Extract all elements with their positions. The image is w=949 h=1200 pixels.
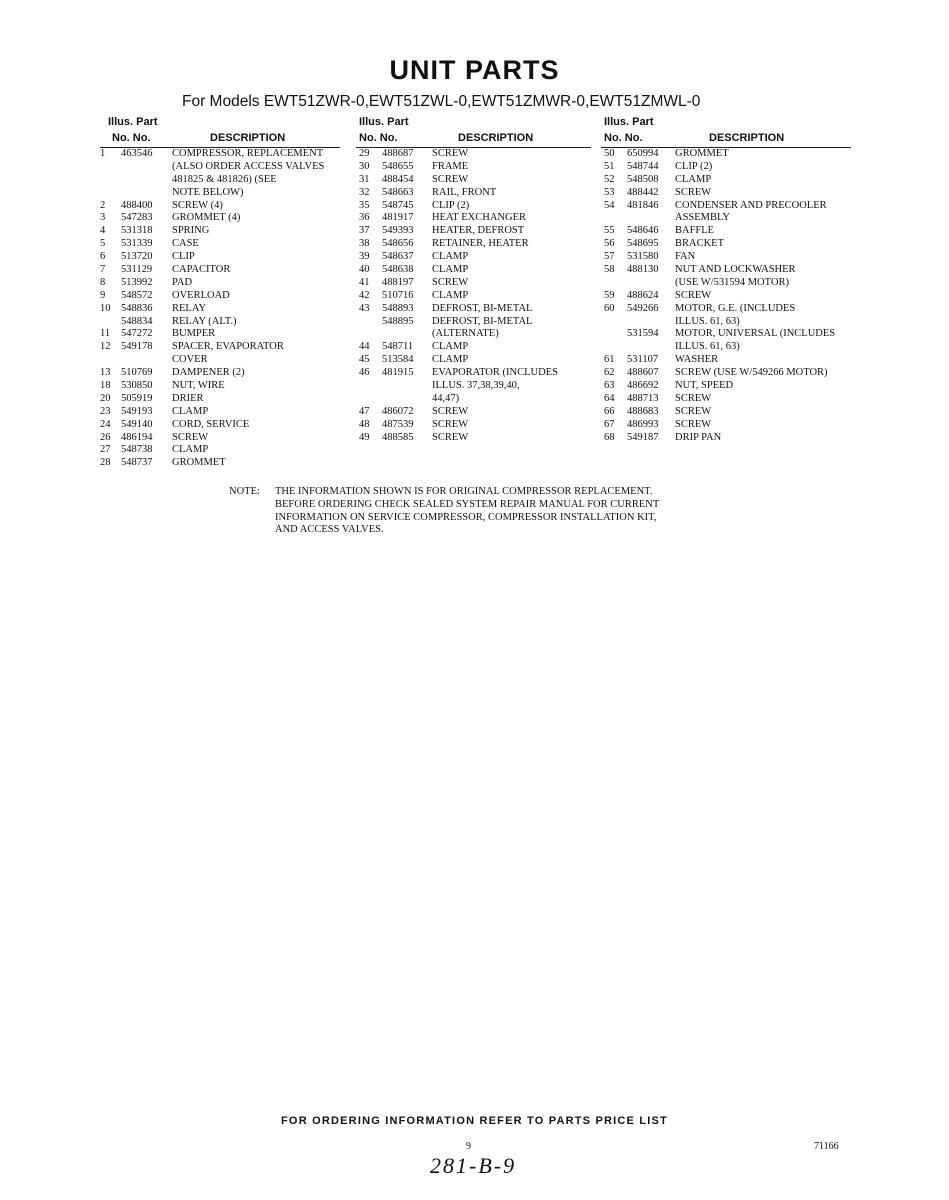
parts-row [601,354,851,367]
part-description: CLAMP [432,264,469,276]
illus-number: 67 [604,418,615,430]
illus-number: 42 [359,289,370,301]
part-number: 548745 [382,199,414,211]
illus-number: 3 [100,212,106,224]
part-description: PAD [172,276,193,288]
parts-row [356,406,591,419]
parts-row [601,316,851,329]
part-number: 548572 [121,289,153,301]
illus-number: 51 [604,160,615,172]
parts-row [356,187,591,200]
illus-number: 57 [604,251,615,263]
illus-number: 2 [100,199,106,211]
part-number: 549393 [382,225,414,237]
parts-row [100,328,340,341]
part-number: 481915 [382,367,414,379]
part-number: 481846 [627,199,659,211]
illus-number: 4 [100,225,106,237]
part-number: 488683 [627,405,659,417]
parts-row [601,419,851,432]
parts-row [100,161,340,174]
document-number: 71166 [814,1141,839,1152]
part-description: CLIP (2) [432,199,470,211]
note-line: INFORMATION ON SERVICE COMPRESSOR, COMPRESSOR INSTALLATION KIT, [275,511,657,523]
illus-number: 39 [359,251,370,263]
illus-number: 31 [359,173,370,185]
part-number: 548836 [121,302,153,314]
illus-number: 10 [100,302,111,314]
parts-row [100,148,340,161]
illus-number: 27 [100,444,111,456]
part-description: MOTOR, G.E. (INCLUDES [675,302,796,314]
part-number: 488400 [121,199,153,211]
part-description: CORD, SERVICE [172,418,250,430]
part-description: SCREW [432,431,469,443]
parts-row [100,225,340,238]
part-number: 549187 [627,431,659,443]
part-number: 488585 [382,431,414,443]
header-illus-part: Illus. Part [359,116,409,128]
ordering-footer: FOR ORDERING INFORMATION REFER TO PARTS PRICE LIST [281,1115,668,1127]
part-description: SCREW [675,392,712,404]
illus-number: 8 [100,276,106,288]
parts-row [356,200,591,213]
part-description: GROMMET [172,457,226,469]
note-line: THE INFORMATION SHOWN IS FOR ORIGINAL COMPRESSOR REPLACEMENT. [275,486,653,497]
illus-number: 23 [100,405,111,417]
parts-row [601,380,851,393]
parts-row [356,432,591,445]
part-description: SCREW [675,405,712,417]
page-title: UNIT PARTS [389,55,560,85]
part-description: DAMPENER (2) [172,367,245,379]
part-description: CLAMP [432,354,469,366]
part-number: 548834 [121,315,153,327]
parts-row [601,328,851,341]
parts-row [356,419,591,432]
part-description: 44,47) [432,392,460,404]
part-number: 549178 [121,341,153,353]
part-number: 488442 [627,186,659,198]
parts-row [100,457,340,470]
part-description: DRIP PAN [675,431,722,443]
illus-number: 6 [100,251,106,263]
part-description: ASSEMBLY [675,212,730,224]
illus-number: 28 [100,457,111,469]
illus-number: 61 [604,354,615,366]
illus-number: 13 [100,367,111,379]
part-description: CLAMP [432,341,469,353]
part-description: DEFROST, BI-METAL [432,315,533,327]
part-description: SCREW [172,431,209,443]
part-description: SCREW (USE W/549266 MOTOR) [675,367,828,379]
header-no-no: No. No. [112,132,151,144]
part-number: 487539 [382,418,414,430]
parts-row [356,212,591,225]
part-number: 548695 [627,238,659,250]
parts-row [356,174,591,187]
parts-row [601,290,851,303]
part-description: MOTOR, UNIVERSAL (INCLUDES [675,328,836,340]
part-number: 548744 [627,160,659,172]
part-number: 548711 [382,341,414,353]
part-description: RELAY (ALT.) [172,315,237,327]
parts-row [356,328,591,341]
part-description: (ALTERNATE) [432,328,499,340]
part-description: ILLUS. 37,38,39,40, [432,380,520,392]
part-description: COMPRESSOR, REPLACEMENT [172,148,324,159]
illus-number: 68 [604,431,615,443]
parts-row [356,303,591,316]
parts-row [100,290,340,303]
part-number: 510716 [382,289,414,301]
illus-number: 59 [604,289,615,301]
header-illus-part: Illus. Part [108,116,158,128]
illus-number: 46 [359,367,370,379]
part-description: SCREW [432,173,469,185]
part-number: 488197 [382,276,414,288]
part-description: CLAMP [172,405,209,417]
part-description: NOTE BELOW) [172,186,244,198]
parts-row [601,161,851,174]
parts-row [356,341,591,354]
parts-row [356,148,591,161]
illus-number: 41 [359,276,370,288]
part-number: 549140 [121,418,153,430]
part-description: ILLUS. 61, 63) [675,341,740,353]
part-description: CAPACITOR [172,264,231,276]
part-number: 531580 [627,251,659,263]
parts-row [601,148,851,161]
illus-number: 62 [604,367,615,379]
part-description: HEAT EXCHANGER [432,212,527,224]
part-description: SCREW [675,289,712,301]
part-description: NUT, SPEED [675,380,734,392]
parts-row [100,393,340,406]
part-description: OVERLOAD [172,289,230,301]
part-description: BAFFLE [675,225,715,237]
part-number: 650994 [627,148,659,159]
illus-number: 56 [604,238,615,250]
parts-row [601,212,851,225]
part-description: WASHER [675,354,719,366]
part-number: 531107 [627,354,659,366]
parts-row [100,212,340,225]
part-number: 548737 [121,457,153,469]
parts-row [356,161,591,174]
parts-row [601,251,851,264]
parts-row [100,432,340,445]
header-description: DESCRIPTION [210,132,286,144]
illus-number: 63 [604,380,615,392]
part-description: FAN [675,251,696,263]
illus-number: 55 [604,225,615,237]
illus-number: 36 [359,212,370,224]
part-description: CLAMP [675,173,712,185]
part-number: 486194 [121,431,153,443]
illus-number: 1 [100,148,106,159]
part-number: 530850 [121,380,153,392]
part-number: 488607 [627,367,659,379]
part-description: SCREW (4) [172,199,223,211]
part-number: 488687 [382,148,414,159]
part-description: RAIL, FRONT [432,186,497,198]
part-number: 510769 [121,367,153,379]
illus-number: 12 [100,341,111,353]
illus-number: 60 [604,302,615,314]
parts-row [100,316,340,329]
part-description: 481825 & 481826) (SEE [172,173,277,185]
parts-row [100,187,340,200]
part-number: 548893 [382,302,414,314]
part-description: FRAME [432,160,469,172]
part-description: RELAY [172,302,207,314]
part-description: COVER [172,354,208,366]
part-number: 548663 [382,186,414,198]
illus-number: 11 [100,328,111,340]
illus-number: 30 [359,160,370,172]
part-number: 531318 [121,225,153,237]
part-description: SCREW [675,418,712,430]
parts-row [100,174,340,187]
part-description: SCREW [432,276,469,288]
parts-column-2 [356,116,591,444]
part-description: CONDENSER AND PRECOOLER [675,199,827,211]
part-number: 548508 [627,173,659,185]
part-description: CLIP (2) [675,160,713,172]
part-number: 531339 [121,238,153,250]
models-subtitle: For Models EWT51ZWR-0,EWT51ZWL-0,EWT51ZMWR-0,EWT51ZMWL-0 [182,93,701,110]
part-description: (USE W/531594 MOTOR) [675,276,789,288]
illus-number: 43 [359,302,370,314]
illus-number: 20 [100,392,111,404]
part-description: NUT AND LOCKWASHER [675,264,796,276]
page-number: 9 [466,1141,471,1152]
parts-row [356,238,591,251]
parts-row [356,225,591,238]
part-description: CLAMP [432,251,469,263]
parts-row [356,380,591,393]
header-description: DESCRIPTION [709,132,785,144]
illus-number: 37 [359,225,370,237]
parts-row [356,277,591,290]
part-description: SCREW [432,418,469,430]
illus-number: 45 [359,354,370,366]
part-number: 548655 [382,160,414,172]
illus-number: 29 [359,148,370,159]
parts-row [601,225,851,238]
parts-row [100,264,340,277]
parts-column-1 [100,116,340,470]
illus-number: 40 [359,264,370,276]
parts-row [356,264,591,277]
part-description: DEFROST, BI-METAL [432,302,533,314]
parts-row [100,367,340,380]
illus-number: 9 [100,289,106,301]
parts-row [356,251,591,264]
part-number: 463546 [121,148,153,159]
part-description: CLAMP [172,444,209,456]
header-description: DESCRIPTION [458,132,534,144]
note-line: AND ACCESS VALVES. [275,524,384,536]
parts-row [100,303,340,316]
parts-row [601,238,851,251]
part-number: 488130 [627,264,659,276]
part-number: 547272 [121,328,153,340]
illus-number: 49 [359,431,370,443]
parts-row [100,406,340,419]
illus-number: 7 [100,264,106,276]
parts-row [356,354,591,367]
illus-number: 26 [100,431,111,443]
note-line: BEFORE ORDERING CHECK SEALED SYSTEM REPAIR MANUAL FOR CURRENT [275,498,660,510]
parts-row [601,200,851,213]
part-number: 486692 [627,380,659,392]
part-number: 513992 [121,276,153,288]
illus-number: 32 [359,186,370,198]
parts-row [601,341,851,354]
column-header [100,116,340,148]
part-number: 513720 [121,251,153,263]
parts-row [100,419,340,432]
part-description: SPACER, EVAPORATOR [172,341,284,353]
parts-row [356,316,591,329]
part-description: BUMPER [172,328,216,340]
illus-number: 5 [100,238,106,250]
parts-row [601,277,851,290]
part-description: EVAPORATOR (INCLUDES [432,367,558,379]
part-description: CLAMP [432,289,469,301]
illus-number: 38 [359,238,370,250]
parts-row [601,406,851,419]
column-header [601,116,851,148]
illus-number: 54 [604,199,615,211]
header-illus-part: Illus. Part [604,116,654,128]
note-label: NOTE: [229,486,260,497]
handwritten-annotation: 281-B-9 [430,1153,517,1178]
illus-number: 44 [359,341,370,353]
parts-row [356,290,591,303]
parts-row [601,303,851,316]
part-description: DRIER [172,392,204,404]
illus-number: 47 [359,405,370,417]
part-description: SPRING [172,225,210,237]
illus-number: 66 [604,405,615,417]
parts-row [601,187,851,200]
part-description: ILLUS. 61, 63) [675,315,740,327]
header-no-no: No. No. [359,132,398,144]
part-number: 488624 [627,289,659,301]
illus-number: 50 [604,148,615,159]
illus-number: 18 [100,380,111,392]
illus-number: 64 [604,392,615,404]
illus-number: 58 [604,264,615,276]
part-description: HEATER, DEFROST [432,225,525,237]
part-number: 531594 [627,328,659,340]
column-header [356,116,591,148]
illus-number: 52 [604,173,615,185]
part-description: RETAINER, HEATER [432,238,529,250]
illus-number: 24 [100,418,111,430]
part-description: (ALSO ORDER ACCESS VALVES [172,160,325,172]
parts-row [100,444,340,457]
parts-row [100,380,340,393]
part-description: GROMMET [675,148,729,159]
part-number: 488454 [382,173,414,185]
part-number: 486072 [382,405,414,417]
part-number: 531129 [121,264,153,276]
part-number: 548895 [382,315,414,327]
part-number: 481917 [382,212,414,224]
part-number: 548738 [121,444,153,456]
part-number: 548637 [382,251,414,263]
part-number: 486993 [627,418,659,430]
part-number: 548656 [382,238,414,250]
parts-row [356,367,591,380]
parts-row [100,200,340,213]
illus-number: 53 [604,186,615,198]
part-description: NUT, WIRE [172,380,225,392]
part-description: BRACKET [675,238,725,250]
part-number: 549193 [121,405,153,417]
part-description: SCREW [432,405,469,417]
part-number: 548638 [382,264,414,276]
parts-row [100,277,340,290]
part-number: 549266 [627,302,659,314]
parts-row [601,393,851,406]
parts-row [601,367,851,380]
part-number: 505919 [121,392,153,404]
parts-row [100,238,340,251]
part-number: 547283 [121,212,153,224]
parts-row [100,341,340,354]
header-no-no: No. No. [604,132,643,144]
part-description: SCREW [675,186,712,198]
illus-number: 35 [359,199,370,211]
part-description: GROMMET (4) [172,212,241,224]
part-number: 513584 [382,354,414,366]
parts-row [100,251,340,264]
part-description: SCREW [432,148,469,159]
part-description: CASE [172,238,199,250]
part-description: CLIP [172,251,195,263]
part-number: 488713 [627,392,659,404]
part-number: 548646 [627,225,659,237]
parts-row [356,393,591,406]
illus-number: 48 [359,418,370,430]
parts-row [100,354,340,367]
parts-row [601,432,851,445]
parts-row [601,264,851,277]
parts-column-3 [601,116,851,444]
parts-row [601,174,851,187]
